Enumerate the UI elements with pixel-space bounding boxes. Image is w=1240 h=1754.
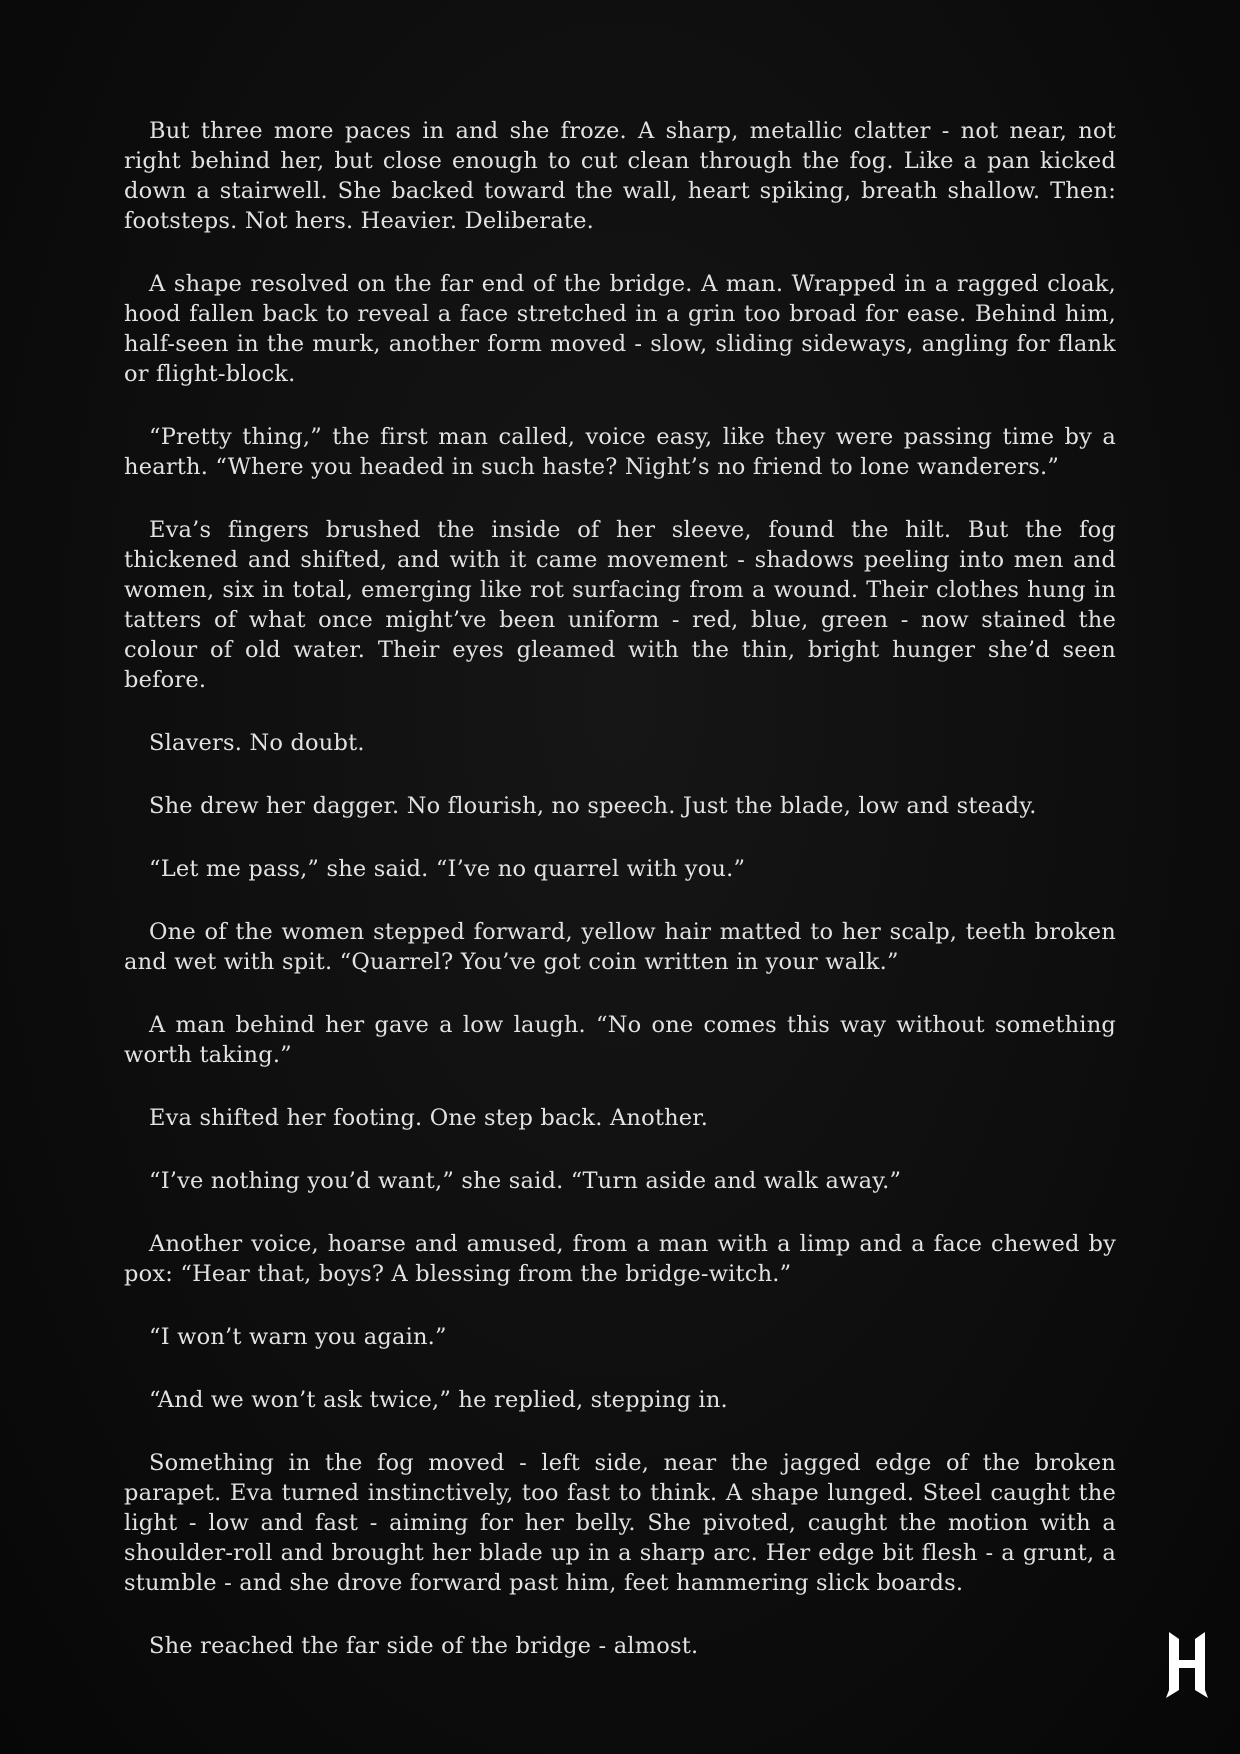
- paragraph: Eva’s fingers brushed the inside of her sleeve, found the hilt. But the fog thickened and shifted, and with it came movement - shadows peeling into men and women, six in total, emerging like rot surfacing from a wound. Their clothes hung in tatters of what once might’ve been uniform - red, blue, green - now stained the colour of old water. Their eyes gleamed with the thin, bright hunger she’d seen before.: [124, 517, 1116, 693]
- paragraph: Another voice, hoarse and amused, from a man with a limp and a face chewed by pox: “Hear that, boys? A blessing from the bridge-witch.”: [124, 1231, 1116, 1287]
- paragraph: Eva shifted her footing. One step back. Another.: [149, 1105, 709, 1131]
- paragraph: She reached the far side of the bridge - almost.: [149, 1633, 699, 1659]
- paragraph: “I’ve nothing you’d want,” she said. “Turn aside and walk away.”: [149, 1168, 902, 1194]
- story-text: [124, 116, 1116, 1661]
- paragraph: “Pretty thing,” the first man called, voice easy, like they were passing time by a hearth. “Where you headed in such haste? Night’s no friend to lone wanderers.”: [124, 424, 1116, 480]
- paragraph: “And we won’t ask twice,” he replied, stepping in.: [149, 1387, 728, 1413]
- paragraph: But three more paces in and she froze. A sharp, metallic clatter - not near, not right behind her, but close enough to cut clean through the fog. Like a pan kicked down a stairwell. She backed toward the wall, heart spiking, breath shallow. Then: footsteps. Not hers. Heavier. Deliberate.: [124, 118, 1116, 234]
- paragraph: “I won’t warn you again.”: [149, 1324, 447, 1350]
- paragraph: Something in the fog moved - left side, near the jagged edge of the broken parapet. Eva turned instinctively, too fast to think. A shape lunged. Steel caught the light - low and fast - aiming for her belly. She pivoted, caught the motion with a shoulder-roll and brought her blade up in a sharp arc. Her edge bit flesh - a grunt, a stumble - and she drove forward past him, feet hammering slick boards.: [124, 1450, 1116, 1596]
- publisher-logo: [1165, 1630, 1209, 1700]
- h-logo-icon: [1165, 1630, 1209, 1700]
- paragraph: Slavers. No doubt.: [149, 730, 365, 756]
- paragraph: One of the women stepped forward, yellow hair matted to her scalp, teeth broken and wet with spit. “Quarrel? You’ve got coin written in your walk.”: [124, 919, 1116, 975]
- paragraph: She drew her dagger. No flourish, no speech. Just the blade, low and steady.: [149, 793, 1037, 819]
- paragraph: A shape resolved on the far end of the bridge. A man. Wrapped in a ragged cloak, hood fallen back to reveal a face stretched in a grin too broad for ease. Behind him, half-seen in the murk, another form moved - slow, sliding sideways, angling for flank or flight-block.: [124, 271, 1116, 387]
- paragraph: A man behind her gave a low laugh. “No one comes this way without something worth taking.”: [124, 1012, 1116, 1068]
- paragraph: “Let me pass,” she said. “I’ve no quarrel with you.”: [149, 856, 746, 882]
